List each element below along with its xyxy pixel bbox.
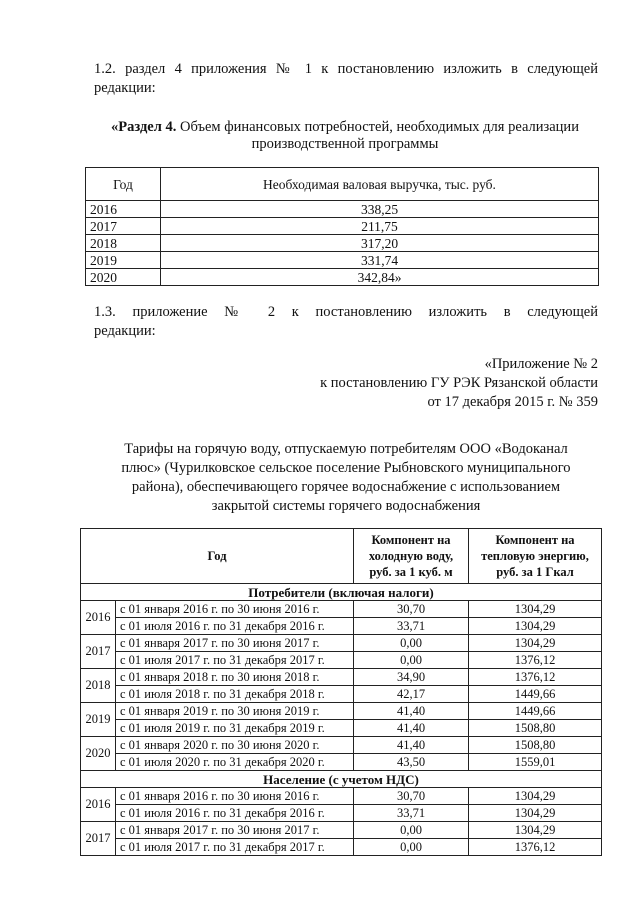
tariff-title-line3: района), обеспечивающего горячее водоснабжение с использованием xyxy=(131,479,561,495)
value-cell: 342,84» xyxy=(161,269,599,286)
heat-cell: 1508,80 xyxy=(469,720,602,737)
period-cell: с 01 июля 2017 г. по 31 декабря 2017 г. xyxy=(116,839,354,856)
table-row xyxy=(81,839,602,856)
year-cell: 2017 xyxy=(86,218,161,235)
section4-prefix: «Раздел 4. xyxy=(111,119,177,135)
heat-cell: 1304,29 xyxy=(469,805,602,822)
value-cell: 211,75 xyxy=(161,218,599,235)
cold-cell: 43,50 xyxy=(354,754,469,771)
section2-title: Население (с учетом НДС) xyxy=(81,771,602,788)
table-row xyxy=(81,601,602,618)
table-row xyxy=(86,269,599,286)
heat-cell: 1449,66 xyxy=(469,703,602,720)
heat-cell: 1304,29 xyxy=(469,618,602,635)
heat-cell: 1376,12 xyxy=(469,669,602,686)
period-cell: с 01 января 2017 г. по 30 июня 2017 г. xyxy=(116,822,354,839)
table-row xyxy=(81,652,602,669)
cold-cell: 30,70 xyxy=(354,788,469,805)
period-cell: с 01 июля 2016 г. по 31 декабря 2016 г. xyxy=(116,618,354,635)
col-year-header: Год xyxy=(81,529,354,584)
year-cell: 2019 xyxy=(86,252,161,269)
para-1-2-line1: 1.2. раздел 4 приложения № 1 к постановлению изложить в следующей xyxy=(94,61,598,77)
period-cell: с 01 июля 2016 г. по 31 декабря 2016 г. xyxy=(116,805,354,822)
appendix-line3: от 17 декабря 2015 г. № 359 xyxy=(427,394,598,410)
table-header-row xyxy=(81,529,602,584)
heat-cell: 1508,80 xyxy=(469,737,602,754)
year-cell: 2016 xyxy=(81,601,116,635)
year-cell: 2018 xyxy=(81,669,116,703)
table-row xyxy=(81,618,602,635)
table-row xyxy=(81,822,602,839)
table-row xyxy=(81,635,602,652)
period-cell: с 01 июля 2017 г. по 31 декабря 2017 г. xyxy=(116,652,354,669)
cold-cell: 0,00 xyxy=(354,635,469,652)
cold-cell: 33,71 xyxy=(354,618,469,635)
cold-cell: 34,90 xyxy=(354,669,469,686)
cold-cell: 41,40 xyxy=(354,737,469,754)
table-row xyxy=(81,686,602,703)
cold-cell: 41,40 xyxy=(354,703,469,720)
value-cell: 338,25 xyxy=(161,201,599,218)
cold-cell: 42,17 xyxy=(354,686,469,703)
table-row xyxy=(81,754,602,771)
period-cell: с 01 января 2020 г. по 30 июня 2020 г. xyxy=(116,737,354,754)
table-row xyxy=(81,703,602,720)
cold-cell: 0,00 xyxy=(354,822,469,839)
table-row xyxy=(81,805,602,822)
heat-cell: 1304,29 xyxy=(469,635,602,652)
tariff-table xyxy=(80,528,602,856)
para-1-2-line2: редакции: xyxy=(94,80,156,96)
year-cell: 2017 xyxy=(81,635,116,669)
heat-cell: 1304,29 xyxy=(469,601,602,618)
appendix-line1: «Приложение № 2 xyxy=(484,356,598,372)
cold-cell: 41,40 xyxy=(354,720,469,737)
table-row xyxy=(81,788,602,805)
heat-cell: 1376,12 xyxy=(469,652,602,669)
section4-title: Объем финансовых потребностей, необходимых для реализации xyxy=(176,119,579,135)
section-row xyxy=(81,584,602,601)
period-cell: с 01 июля 2018 г. по 31 декабря 2018 г. xyxy=(116,686,354,703)
section1-title: Потребители (включая налоги) xyxy=(81,584,602,601)
year-cell: 2016 xyxy=(81,788,116,822)
value-cell: 317,20 xyxy=(161,235,599,252)
para-1-3-line2: редакции: xyxy=(94,323,156,339)
tariff-title-line4: закрытой системы горячего водоснабжения xyxy=(211,498,481,514)
period-cell: с 01 июля 2020 г. по 31 декабря 2020 г. xyxy=(116,754,354,771)
table-row xyxy=(81,737,602,754)
section4-title-line2: производственной программы xyxy=(251,136,439,152)
section-row xyxy=(81,771,602,788)
revenue-table xyxy=(85,167,599,286)
period-cell: с 01 июля 2019 г. по 31 декабря 2019 г. xyxy=(116,720,354,737)
tariff-title-line1: Тарифы на горячую воду, отпускаемую потребителям ООО «Водоканал xyxy=(124,441,568,457)
table-row xyxy=(86,252,599,269)
heat-cell: 1559,01 xyxy=(469,754,602,771)
period-cell: с 01 января 2019 г. по 30 июня 2019 г. xyxy=(116,703,354,720)
section4-heading xyxy=(90,118,600,136)
table-row xyxy=(86,201,599,218)
col-cold-header: Компонент на холодную воду, руб. за 1 куб. м xyxy=(354,529,469,584)
tariff-title-line2: плюс» (Чурилковское сельское поселение Рыбновского муниципального xyxy=(121,460,571,476)
cold-cell: 33,71 xyxy=(354,805,469,822)
period-cell: с 01 января 2016 г. по 30 июня 2016 г. xyxy=(116,601,354,618)
heat-cell: 1449,66 xyxy=(469,686,602,703)
cold-cell: 0,00 xyxy=(354,839,469,856)
year-cell: 2020 xyxy=(86,269,161,286)
col-revenue-header: Необходимая валовая выручка, тыс. руб. xyxy=(161,168,599,201)
heat-cell: 1304,29 xyxy=(469,788,602,805)
cold-cell: 0,00 xyxy=(354,652,469,669)
year-cell: 2018 xyxy=(86,235,161,252)
table-row xyxy=(81,720,602,737)
appendix-line2: к постановлению ГУ РЭК Рязанской области xyxy=(320,375,598,391)
year-cell: 2019 xyxy=(81,703,116,737)
value-cell: 331,74 xyxy=(161,252,599,269)
year-cell: 2020 xyxy=(81,737,116,771)
period-cell: с 01 января 2016 г. по 30 июня 2016 г. xyxy=(116,788,354,805)
table-row xyxy=(86,218,599,235)
year-cell: 2017 xyxy=(81,822,116,856)
heat-cell: 1376,12 xyxy=(469,839,602,856)
year-cell: 2016 xyxy=(86,201,161,218)
cold-cell: 30,70 xyxy=(354,601,469,618)
heat-cell: 1304,29 xyxy=(469,822,602,839)
table-row xyxy=(81,669,602,686)
period-cell: с 01 января 2018 г. по 30 июня 2018 г. xyxy=(116,669,354,686)
table-header-row xyxy=(86,168,599,201)
col-year-header: Год xyxy=(86,168,161,201)
col-heat-header: Компонент на тепловую энергию, руб. за 1 Гкал xyxy=(469,529,602,584)
para-1-3-line1: 1.3. приложение № 2 к постановлению изложить в следующей xyxy=(94,304,598,320)
table-row xyxy=(86,235,599,252)
period-cell: с 01 января 2017 г. по 30 июня 2017 г. xyxy=(116,635,354,652)
